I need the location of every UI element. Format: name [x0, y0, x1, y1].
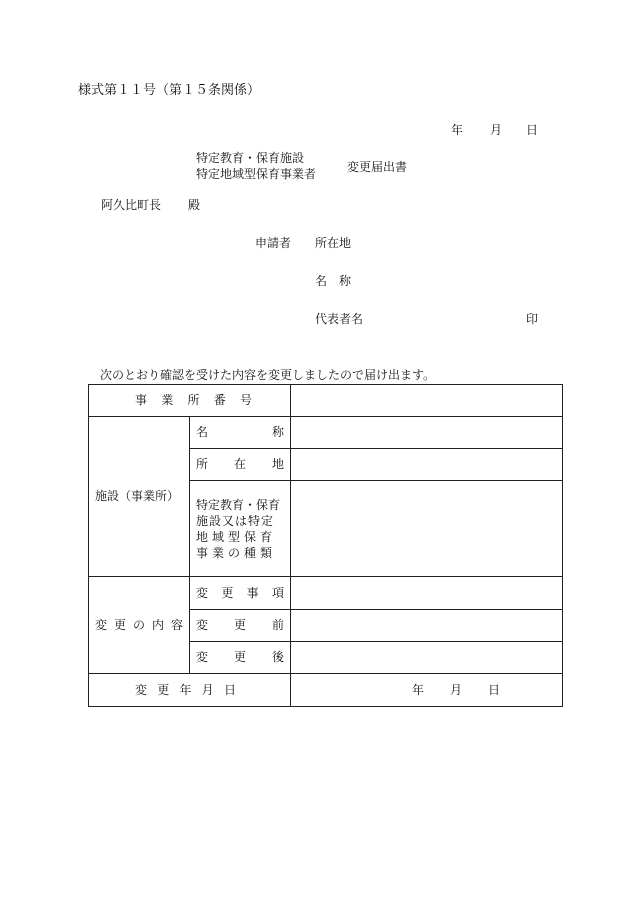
form-number: 様式第１１号（第１５条関係） — [78, 83, 261, 98]
facility-address-value[interactable] — [291, 449, 563, 481]
after-value[interactable] — [291, 642, 563, 674]
after-label: 変 更 後 — [190, 642, 291, 674]
date-year-label: 年 — [451, 123, 464, 137]
change-date-value[interactable] — [291, 674, 563, 707]
facility-type-value[interactable] — [291, 481, 563, 577]
facility-type-label: 特定教育・保育 施設又は特定 地域型保育 事業の種類 — [190, 481, 291, 577]
change-form-table — [88, 384, 563, 707]
change-item-value[interactable] — [291, 577, 563, 610]
facility-label: 施設（事業所） — [89, 417, 190, 577]
addressee-honorific: 殿 — [188, 198, 201, 212]
office-number-value[interactable] — [291, 385, 563, 417]
table-row-change-item — [89, 577, 563, 610]
table-row-office-number — [89, 385, 563, 417]
title-line-1: 特定教育・保育施設 — [196, 151, 305, 165]
office-number-label: 事 業 所 番 号 — [89, 385, 291, 417]
table-row-change-date — [89, 674, 563, 707]
applicant-address-label: 所在地 — [315, 236, 352, 250]
addressee-name: 阿久比町長 — [101, 198, 162, 212]
change-date-day: 日 — [488, 682, 501, 697]
facility-address-label: 所 在 地 — [190, 449, 291, 481]
before-label: 変 更 前 — [190, 610, 291, 642]
change-date-month: 月 — [449, 682, 462, 697]
before-value[interactable] — [291, 610, 563, 642]
facility-name-label: 名 称 — [190, 417, 291, 449]
applicant-name-label: 名 称 — [315, 274, 352, 288]
seal-mark: 印 — [526, 312, 539, 326]
table-row-facility-name — [89, 417, 563, 449]
change-date-year: 年 — [411, 682, 424, 697]
applicant-label: 申請者 — [255, 236, 292, 250]
facility-name-value[interactable] — [291, 417, 563, 449]
change-date-label: 変 更 年 月 日 — [89, 674, 291, 707]
title-line-2: 特定地域型保育事業者 — [196, 167, 317, 181]
title-suffix: 変更届出書 — [347, 160, 408, 174]
date-month-label: 月 — [490, 123, 503, 137]
date-day-label: 日 — [526, 123, 539, 137]
applicant-representative-label: 代表者名 — [315, 312, 364, 326]
intro-text: 次のとおり確認を受けた内容を変更しましたので届け出ます。 — [100, 368, 436, 382]
document-title — [196, 150, 316, 182]
change-item-label: 変 更 事 項 — [190, 577, 291, 610]
change-content-label: 変 更 の 内 容 — [89, 577, 190, 674]
